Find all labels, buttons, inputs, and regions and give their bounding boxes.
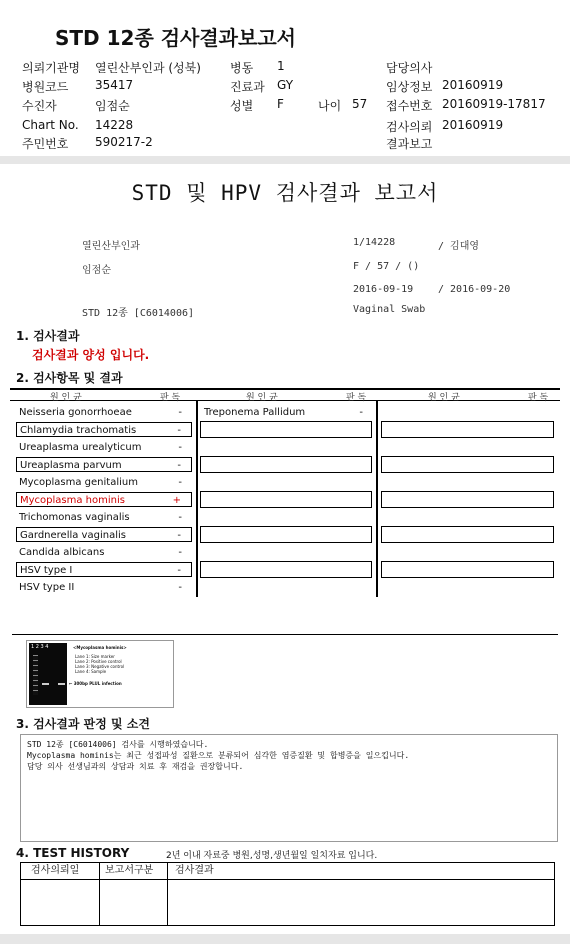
list-item-positive	[16, 492, 192, 507]
header-label: 진료과	[230, 80, 265, 94]
col-header-name: 원 인 균	[50, 393, 82, 403]
subreport-test: STD 12종 [C6014006]	[82, 308, 195, 319]
col-header-judge: 판 독	[160, 393, 181, 403]
organism-name: HSV type I	[20, 565, 73, 576]
header-label: 담당의사	[386, 61, 433, 75]
list-item	[16, 562, 192, 577]
list-item	[16, 527, 192, 542]
organism-name: Mycoplasma genitalium	[19, 477, 138, 488]
list-item	[16, 475, 192, 490]
size-marker-ladder	[33, 655, 38, 695]
header-value: GY	[277, 78, 294, 92]
organism-result: -	[177, 530, 181, 541]
gel-electrophoresis-image	[26, 640, 174, 708]
section3-heading: 3. 검사결과 판정 및 소견	[16, 717, 150, 731]
empty-row	[200, 421, 372, 438]
table-header-col1	[10, 388, 196, 401]
empty-row	[200, 526, 372, 543]
empty-row	[200, 491, 372, 508]
organism-result: -	[178, 442, 182, 453]
subreport-doctor: / 김대영	[438, 241, 480, 252]
list-item	[16, 405, 192, 420]
empty-row	[381, 456, 554, 473]
gel-legend-line: Lane 1: Size marker	[75, 654, 115, 659]
gel-legend-line: Lane 2: Positive control	[75, 659, 122, 664]
opinion-box	[20, 734, 558, 842]
table-header-col3	[378, 388, 560, 401]
header-value: F	[277, 97, 284, 111]
subreport-title: STD 및 HPV 검사결과 보고서	[131, 181, 439, 205]
gel-band-label: ← 300bp PLUL infection	[69, 681, 122, 686]
opinion-line: 담당 의사 선생님과의 상담과 치료 후 재검을 권장합니다.	[27, 762, 244, 771]
empty-row	[200, 456, 372, 473]
organism-result: -	[177, 425, 181, 436]
header-label: 수진자	[22, 99, 57, 113]
organism-name: Chlamydia trachomatis	[20, 425, 137, 436]
list-item	[16, 422, 192, 437]
opinion-line: Mycoplasma hominis는 최근 성접파성 질환으로 분류되어 심각한 염증질환 및 합병증을 일으킵니다.	[27, 751, 410, 760]
organism-result: -	[177, 565, 181, 576]
empty-row	[381, 421, 554, 438]
gel-legend	[75, 654, 124, 674]
header-label: 병원코드	[22, 80, 69, 94]
col-header-name: 원 인 균	[428, 393, 460, 403]
header-label: 결과보고	[386, 137, 433, 151]
header-label: Chart No.	[22, 118, 79, 132]
column-divider	[196, 401, 198, 597]
opinion-line: STD 12종 [C6014006] 검사를 시행하였습니다.	[27, 740, 209, 749]
header-value: 590217-2	[95, 135, 153, 149]
organism-result: +	[172, 495, 181, 506]
page-footer-band	[0, 934, 570, 944]
history-col-header: 보고서구분	[105, 865, 154, 876]
gel-lanes: 1 2 3 4	[31, 644, 49, 650]
header-value: 20160919	[442, 118, 504, 132]
gel-legend-line: Lane 3: Negative control	[75, 664, 125, 669]
subreport-hospital: 열린산부인과	[82, 241, 140, 252]
organism-result: -	[178, 547, 182, 558]
history-note: 2년 이내 자료중 병원,성명,생년월일 일치자료 입니다.	[166, 851, 378, 861]
empty-row	[200, 561, 372, 578]
col-header-name: 원 인 균	[246, 393, 278, 403]
subreport-specimen: Vaginal Swab	[353, 304, 426, 315]
header-label: 성별	[230, 99, 254, 113]
gel-band	[42, 683, 49, 685]
list-item	[16, 440, 192, 455]
empty-row	[381, 526, 554, 543]
header-label: 의뢰기관명	[22, 61, 80, 75]
history-header-row	[21, 863, 554, 880]
age-label: 나이	[318, 99, 342, 113]
header-value: 20160919	[442, 78, 504, 92]
header-label: 검사의뢰	[386, 120, 433, 134]
header-label: 병동	[230, 61, 254, 75]
history-table	[20, 862, 555, 926]
header-value: 임점순	[95, 99, 130, 113]
gel-photo	[29, 643, 67, 705]
history-col-header: 검사의뢰일	[31, 865, 80, 876]
header-value: 14228	[95, 118, 134, 132]
subreport-date-from: 2016-09-19	[353, 284, 414, 295]
gel-legend-line: Lane 4: Sample	[75, 669, 107, 674]
subreport-date-to: / 2016-09-20	[438, 284, 511, 295]
header-value: 열린산부인과 (성북)	[95, 61, 201, 75]
section2-heading: 2. 검사항목 및 결과	[16, 371, 123, 385]
col-header-judge: 판 독	[346, 393, 367, 403]
empty-row	[381, 561, 554, 578]
organism-name: Treponema Pallidum	[204, 407, 306, 418]
list-item	[16, 545, 192, 560]
header-value: 35417	[95, 78, 134, 92]
history-col-header: 검사결과	[175, 865, 214, 876]
organism-name: Mycoplasma hominis	[20, 495, 125, 506]
col-header-judge: 판 독	[528, 393, 549, 403]
organism-result: -	[359, 407, 363, 418]
organism-result: -	[178, 512, 182, 523]
divider	[12, 634, 558, 635]
header-label: 임상정보	[386, 80, 433, 94]
section4-heading: 4. TEST HISTORY	[16, 846, 130, 860]
organism-name: Candida albicans	[19, 547, 105, 558]
history-col-divider	[99, 863, 100, 925]
organism-name: Ureaplasma urealyticum	[19, 442, 142, 453]
header-value: 20160919-17817	[442, 97, 546, 111]
organism-name: Neisseria gonorrhoeae	[19, 407, 132, 418]
header-label: 접수번호	[386, 99, 433, 113]
page-divider	[0, 156, 570, 164]
organism-name: Gardnerella vaginalis	[20, 530, 126, 541]
subreport-sex-age: F / 57 / ()	[353, 261, 420, 272]
history-col-divider	[167, 863, 168, 925]
report-title: STD 12종 검사결과보고서	[55, 26, 296, 50]
list-item	[16, 510, 192, 525]
subreport-patient: 임점순	[82, 265, 111, 276]
header-value: 1	[277, 59, 285, 73]
section1-heading: 1. 검사결과	[16, 329, 80, 343]
organism-result: -	[178, 582, 182, 593]
list-item	[16, 580, 192, 595]
empty-row	[381, 491, 554, 508]
gel-title: <Mycoplasma hominis>	[73, 645, 127, 650]
subreport-page: 1/14228	[353, 237, 396, 248]
organism-result: -	[178, 407, 182, 418]
gel-band	[58, 683, 65, 685]
table-header-col2	[196, 388, 378, 401]
result-summary: 검사결과 양성 입니다.	[32, 348, 150, 362]
organism-name: Trichomonas vaginalis	[19, 512, 130, 523]
column-divider	[376, 401, 378, 597]
organism-name: HSV type II	[19, 582, 75, 593]
list-item	[16, 457, 192, 472]
header-label: 주민번호	[22, 137, 69, 151]
organism-result: -	[178, 477, 182, 488]
age-value: 57	[352, 97, 368, 111]
organism-name: Ureaplasma parvum	[20, 460, 122, 471]
organism-result: -	[177, 460, 181, 471]
list-item	[201, 405, 371, 420]
